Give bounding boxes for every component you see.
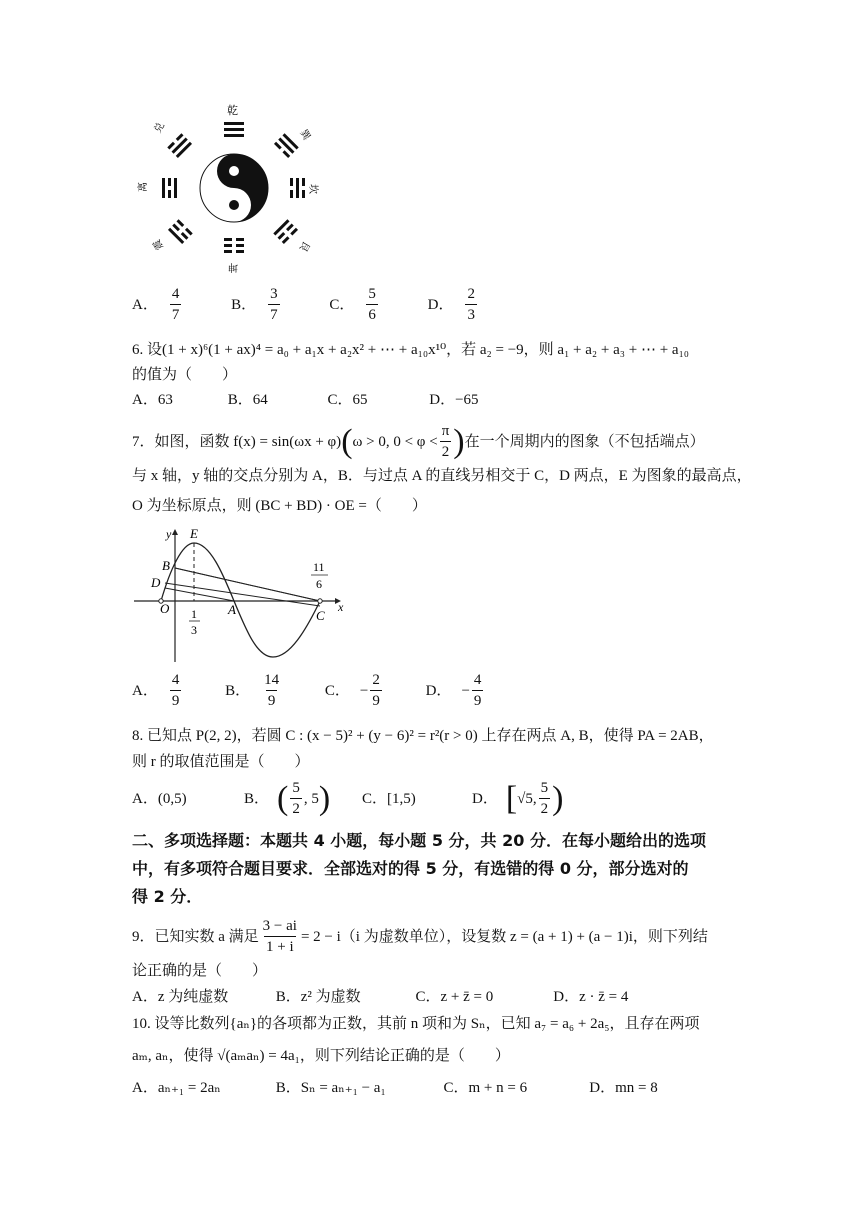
q10-stem: 10. 设等比数列{aₙ}的各项都为正数，其前 n 项和为 Sₙ，已知 a₇ = a₆ + 2a₅，且存在两项	[132, 1016, 700, 1032]
bagua-label-kan: 坎	[307, 184, 318, 194]
q7-option-b: B． $\frac{14}{9}$	[225, 672, 280, 709]
q10-options	[132, 1078, 658, 1098]
q5-option-d: D． $\frac{2}{3}$	[427, 286, 475, 323]
q6-option-d: D．−65	[429, 392, 479, 408]
q8-stem: 8. 已知点 P(2, 2)，若圆 C : (x − 5)² + (y − 6)² = r²(r > 0) 上存在两点 A, B，使得 PA = 2AB，	[132, 728, 714, 744]
q10-option-d: D．mn = 8	[589, 1080, 658, 1096]
bagua-label-kun: 坤	[228, 261, 238, 272]
q10-stem-2: aₘ, aₙ，使得 √(aₘaₙ) = 4a₁，则下列结论正确的是（ ）	[132, 1048, 510, 1064]
q7-option-a: A． $\frac{4}{9}$	[132, 672, 180, 709]
bagua-label-xun: 巽	[297, 128, 312, 143]
trigram-li	[162, 178, 177, 198]
q7-label-c: C	[316, 608, 325, 623]
bagua-label-gen: 艮	[296, 239, 312, 254]
section2-line-1: 二、多项选择题：本题共 4 小题，每小题 5 分，共 20 分．在每小题给出的选项	[132, 831, 706, 850]
q7-tick2-den: 6	[316, 577, 322, 591]
q6-options	[132, 390, 732, 410]
q6-stem-2: 的值为（ ）	[132, 367, 238, 383]
q10-option-b: B．Sₙ = aₙ₊₁ − a₁	[275, 1080, 386, 1096]
q7-label-d: D	[151, 575, 161, 590]
q7-stem: 7．如图，函数 f(x) = sin(ωx + φ) ( ω > 0, 0 < φ < $\frac{\pi}{2}$ ) 在一个周期内的图象（不包括端点）	[132, 422, 705, 460]
q9-fraction: $\frac{3 - ai}{1 + i}$	[262, 918, 297, 955]
q9-options	[132, 987, 628, 1007]
q8-option-d: D． [ √5, $\frac{5}{2}$ )	[472, 779, 564, 817]
q7-tick1-num: 1	[191, 607, 197, 621]
q5-option-a: A． $\frac{4}{7}$	[132, 286, 180, 323]
trigram-kan	[290, 178, 305, 198]
q7-line-3: O 为坐标原点，则 (BC + BD) · OE =（ ）	[132, 498, 427, 514]
q10-option-c: C．m + n = 6	[443, 1080, 528, 1096]
trigram-zhen	[168, 219, 193, 244]
bagua-label-qian: 乾	[227, 104, 238, 117]
q7-option-c: C． − $\frac{2}{9}$	[324, 672, 380, 709]
bagua-label-li: 离	[138, 182, 149, 192]
q8-stem-2: 则 r 的取值范围是（ ）	[132, 754, 310, 770]
trigram-dui	[167, 133, 192, 158]
q7-stem-b: 在一个周期内的图象（不包括端点）	[464, 433, 705, 450]
q7-label-b: B	[162, 558, 170, 573]
q6-option-a: A．63	[132, 392, 173, 408]
trigram-xun	[274, 133, 299, 158]
trigram-kun	[224, 238, 244, 253]
q7-option-d: D． − $\frac{4}{9}$	[425, 672, 482, 709]
q8-option-a: A．(0,5)	[132, 790, 187, 807]
q6-option-b: B．64	[227, 392, 268, 408]
q7-stem-a: 7．如图，函数 f(x) = sin(ωx + φ)	[132, 433, 342, 450]
q9-option-b: B．z² 为虚数	[275, 989, 361, 1005]
trigram-gen	[273, 219, 298, 244]
q7-condition: ω > 0, 0 < φ <	[352, 433, 438, 450]
q5-option-c: C． $\frac{5}{6}$	[329, 286, 376, 323]
q7-label-e: E	[190, 526, 198, 541]
q9-option-a: A．z 为纯虚数	[132, 989, 229, 1005]
bagua-label-zhen: 震	[151, 237, 167, 252]
q9-stem-2: 论正确的是（ ）	[132, 963, 268, 979]
section2-line-3: 得 2 分．	[132, 887, 203, 906]
q7-label-o: O	[160, 601, 170, 616]
q9-option-d: D．z · z̄ = 4	[553, 989, 629, 1005]
q8-option-c: C．[1,5)	[362, 790, 416, 807]
q5-option-b: B． $\frac{3}{7}$	[231, 286, 278, 323]
q7-label-x: x	[338, 600, 344, 614]
q5-options	[132, 284, 523, 325]
bagua-label-dui: 兑	[152, 120, 168, 135]
q7-tick2-num: 11	[313, 560, 325, 574]
bagua-taiji-figure	[130, 100, 320, 280]
q7-options	[132, 670, 529, 711]
q8-options	[132, 778, 563, 819]
q7-tick1-den: 3	[191, 623, 197, 637]
section2-line-2: 中，有多项符合题目要求．全部选对的得 5 分，有选错的得 0 分，部分选对的	[132, 859, 689, 878]
q10-option-a: A．aₙ₊₁ = 2aₙ	[132, 1080, 221, 1096]
q7-label-y: y	[166, 527, 172, 541]
q6-stem: 6. 设(1 + x)⁶(1 + ax)⁴ = a₀ + a₁x + a₂x² + ⋯ + a₁₀x¹⁰，若 a₂ = −9，则 a₁ + a₂ + a₃ + ⋯ + a₁₀	[132, 342, 690, 358]
q8-option-b: B． ( $\frac{5}{2}$ , 5 )	[244, 779, 331, 817]
q7-label-a: A	[228, 602, 236, 617]
q7-sine-graph	[130, 526, 360, 666]
trigram-qian	[224, 122, 244, 137]
q7-line-2: 与 x 轴，y 轴的交点分别为 A，B．与过点 A 的直线另相交于 C，D 两点，E 为图象的最高点，	[132, 468, 752, 484]
q9-stem: 9．已知实数 a 满足 $\frac{3 - ai}{1 + i}$ = 2 − i（i 为虚数单位），设复数 z = (a + 1) + (a − 1)i，则下列结	[132, 918, 708, 955]
q6-option-c: C．65	[327, 392, 368, 408]
q9-option-c: C．z + z̄ = 0	[415, 989, 494, 1005]
